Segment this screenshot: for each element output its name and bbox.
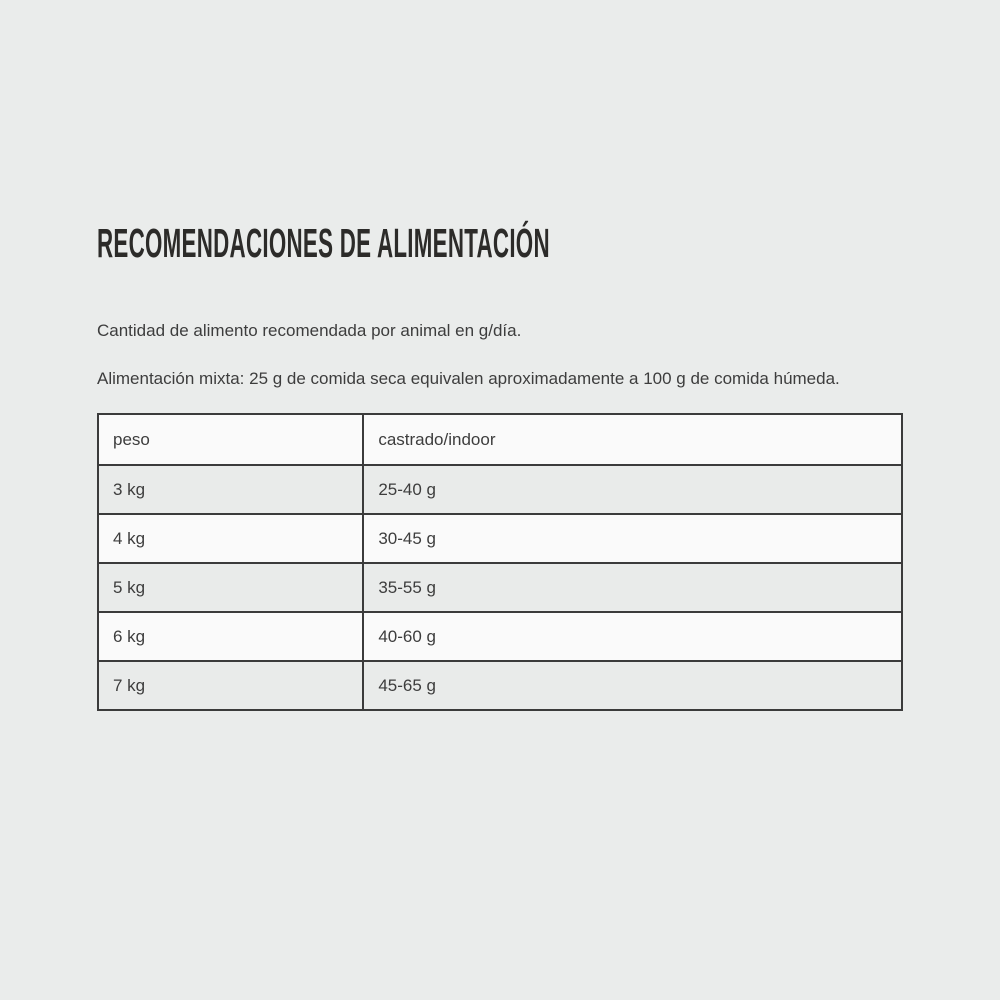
table-row-6kg [98,612,902,661]
table-row-3kg [98,465,902,514]
intro-line-mixed-feeding: Alimentación mixta: 25 g de comida seca equivalen aproximadamente a 100 g de comida húmeda. [97,369,840,388]
intro-line-amount-per-day: Cantidad de alimento recomendada por animal en g/día. [97,321,522,340]
weight-cell: 5 kg [98,563,363,612]
amount-cell: 40-60 g [363,612,902,661]
table-row-7kg [98,661,902,710]
amount-cell: 45-65 g [363,661,902,710]
column-header-castrated-indoor: castrado/indoor [363,414,902,465]
table-row-5kg [98,563,902,612]
weight-cell: 6 kg [98,612,363,661]
weight-cell: 3 kg [98,465,363,514]
feeding-table [97,413,903,711]
amount-cell: 35-55 g [363,563,902,612]
amount-cell: 30-45 g [363,514,902,563]
amount-cell: 25-40 g [363,465,902,514]
column-header-weight: peso [98,414,363,465]
table-row-4kg [98,514,902,563]
section-heading-text: RECOMENDACIONES DE ALIMENTACIÓN [97,220,550,266]
weight-cell: 7 kg [98,661,363,710]
table-header-row [98,414,902,465]
weight-cell: 4 kg [98,514,363,563]
section-heading [97,220,903,266]
feeding-recommendations-section [97,0,903,711]
